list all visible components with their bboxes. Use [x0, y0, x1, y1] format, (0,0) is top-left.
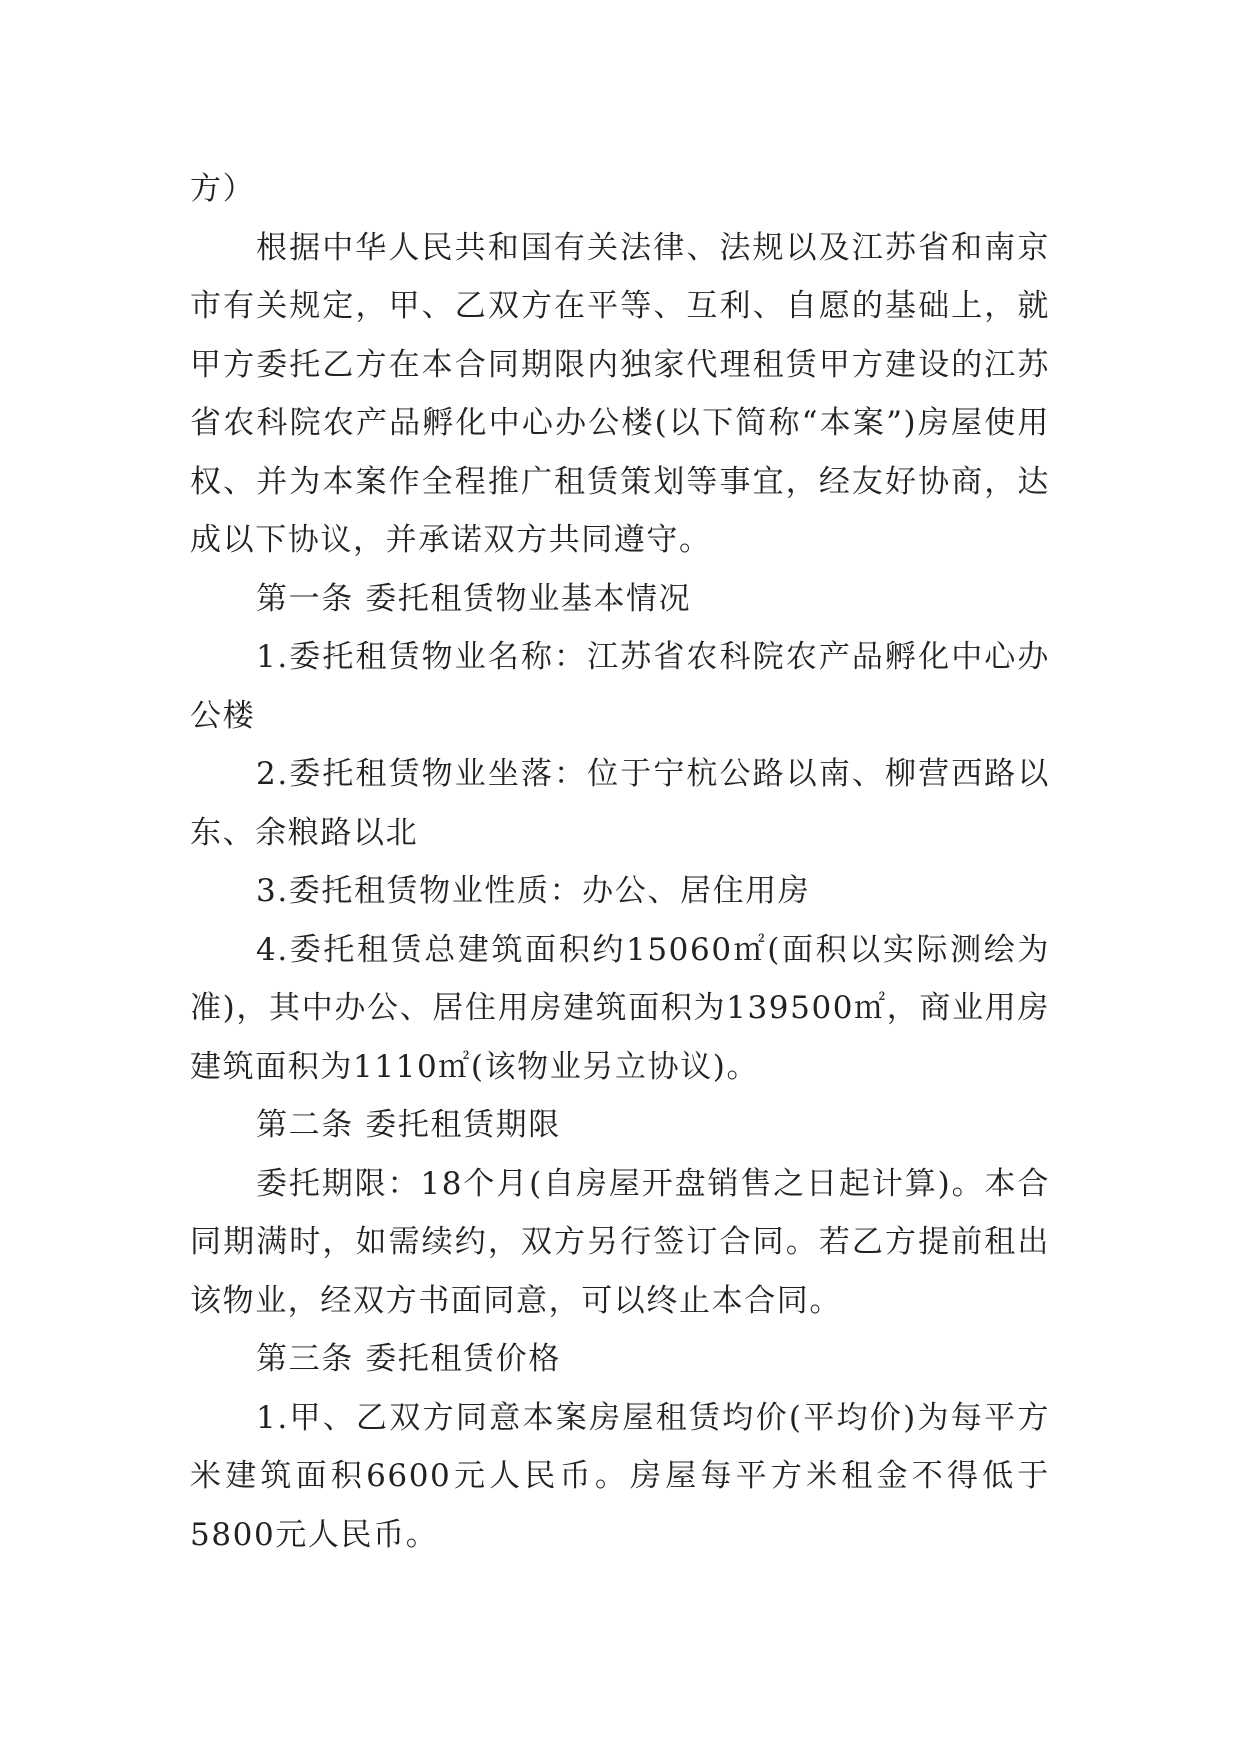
paragraph-continuation: 方）: [190, 171, 256, 207]
paragraph-preamble: 根据中华人民共和国有关法律、法规以及江苏省和南京市有关规定，甲、乙双方在平等、互利、自愿的基础上，就甲方委托乙方在本合同期限内独家代理租赁甲方建设的江苏省农科院农产品孵化中心办公楼(以下简称“本案”)房屋使用权、并为本案作全程推广租赁策划等事宜，经友好协商，达成以下协议，并承诺双方共同遵守。: [190, 229, 1050, 558]
document-body: [190, 160, 1050, 1564]
article-2-body: 委托期限：18个月(自房屋开盘销售之日起计算)。本合同期满时，如需续约，双方另行签订合同。若乙方提前租出该物业，经双方书面同意，可以终止本合同。: [190, 1165, 1050, 1319]
article-1-item-2: 2.委托租赁物业坐落：位于宁杭公路以南、柳营西路以东、余粮路以北: [190, 756, 1050, 851]
article-1-item-1: 1.委托租赁物业名称：江苏省农科院农产品孵化中心办公楼: [190, 639, 1050, 734]
article-3-item-1: 1.甲、乙双方同意本案房屋租赁均价(平均价)为每平方米建筑面积6600元人民币。房屋每平方米租金不得低于5800元人民币。: [190, 1399, 1050, 1553]
article-1-item-3: 3.委托租赁物业性质：办公、居住用房: [256, 873, 811, 909]
article-1-item-4: 4.委托租赁总建筑面积约15060㎡(面积以实际测绘为准)，其中办公、居住用房建筑面积为139500㎡，商业用房建筑面积为1110㎡(该物业另立协议)。: [190, 931, 1050, 1085]
article-3-heading: 第三条 委托租赁价格: [256, 1341, 561, 1377]
article-2-heading: 第二条 委托租赁期限: [256, 1107, 561, 1143]
article-1-heading: 第一条 委托租赁物业基本情况: [256, 580, 692, 617]
